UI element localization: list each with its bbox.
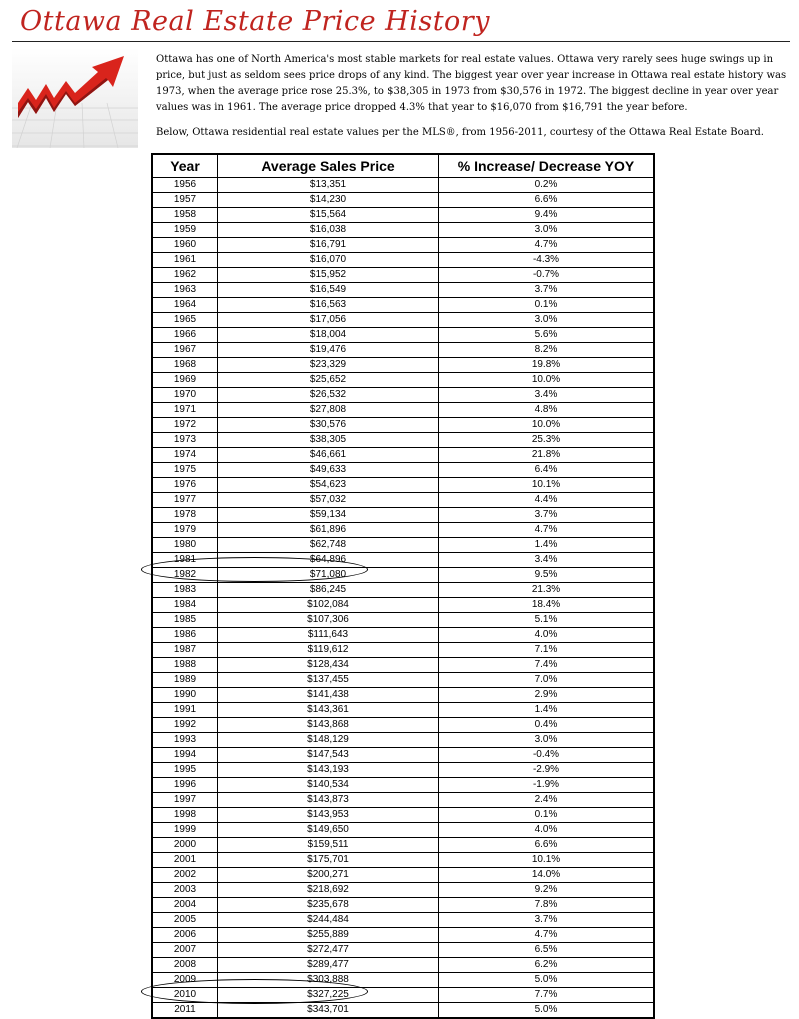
price-cell: $327,225 (218, 988, 439, 1003)
year-cell: 1957 (152, 193, 218, 208)
yoy-cell: 3.0% (439, 223, 655, 238)
price-cell: $143,873 (218, 793, 439, 808)
yoy-cell: 3.0% (439, 733, 655, 748)
yoy-cell: 4.0% (439, 628, 655, 643)
yoy-cell: -2.9% (439, 763, 655, 778)
yoy-cell: 19.8% (439, 358, 655, 373)
table-row (152, 523, 654, 538)
yoy-cell: 3.7% (439, 913, 655, 928)
price-cell: $54,623 (218, 478, 439, 493)
year-cell: 1963 (152, 283, 218, 298)
table-row (152, 988, 654, 1003)
table-row (152, 958, 654, 973)
table-row (152, 658, 654, 673)
table-row (152, 493, 654, 508)
yoy-cell: 21.3% (439, 583, 655, 598)
yoy-cell: 4.0% (439, 823, 655, 838)
price-cell: $159,511 (218, 838, 439, 853)
header-year: Year (152, 154, 218, 178)
table-row (152, 568, 654, 583)
year-cell: 2002 (152, 868, 218, 883)
price-cell: $107,306 (218, 613, 439, 628)
intro-paragraph: Ottawa has one of North America's most stable markets for real estate values. Ottawa very rarely sees huge swings up in price, but just as seldom sees price drops of any kind. The biggest year over year increase in Ottawa real estate history was 1973, when the average price rose 25.3%, to $38,305 in 1973 from $30,576 in 1972. The biggest decline in year over year values was in 1961. The average price dropped 4.3% that year to $16,070 from $16,791 the year before. (156, 54, 787, 113)
price-cell: $128,434 (218, 658, 439, 673)
table-row (152, 928, 654, 943)
price-cell: $143,193 (218, 763, 439, 778)
table-row (152, 673, 654, 688)
yoy-cell: 7.1% (439, 643, 655, 658)
price-cell: $38,305 (218, 433, 439, 448)
table-row (152, 433, 654, 448)
year-cell: 1982 (152, 568, 218, 583)
table-row (152, 598, 654, 613)
year-cell: 1992 (152, 718, 218, 733)
year-cell: 1989 (152, 673, 218, 688)
price-cell: $19,476 (218, 343, 439, 358)
yoy-cell: -4.3% (439, 253, 655, 268)
price-cell: $137,455 (218, 673, 439, 688)
price-cell: $86,245 (218, 583, 439, 598)
year-cell: 1998 (152, 808, 218, 823)
price-cell: $16,038 (218, 223, 439, 238)
year-cell: 1990 (152, 688, 218, 703)
year-cell: 1981 (152, 553, 218, 568)
table-row (152, 868, 654, 883)
year-cell: 1991 (152, 703, 218, 718)
year-cell: 1994 (152, 748, 218, 763)
price-cell: $235,678 (218, 898, 439, 913)
yoy-cell: 0.1% (439, 808, 655, 823)
table-row (152, 883, 654, 898)
year-cell: 1973 (152, 433, 218, 448)
table-row (152, 193, 654, 208)
year-cell: 1971 (152, 403, 218, 418)
price-cell: $15,952 (218, 268, 439, 283)
year-cell: 1964 (152, 298, 218, 313)
table-row (152, 838, 654, 853)
table-header-row (152, 154, 654, 178)
price-cell: $71,080 (218, 568, 439, 583)
table-row (152, 448, 654, 463)
yoy-cell: 5.6% (439, 328, 655, 343)
year-cell: 2007 (152, 943, 218, 958)
yoy-cell: 6.6% (439, 193, 655, 208)
price-cell: $141,438 (218, 688, 439, 703)
yoy-cell: 14.0% (439, 868, 655, 883)
year-cell: 1980 (152, 538, 218, 553)
year-cell: 2006 (152, 928, 218, 943)
year-cell: 1988 (152, 658, 218, 673)
price-history-table (151, 153, 655, 1019)
price-cell: $218,692 (218, 883, 439, 898)
yoy-cell: 2.4% (439, 793, 655, 808)
yoy-cell: 10.0% (439, 418, 655, 433)
year-cell: 1975 (152, 463, 218, 478)
yoy-cell: 1.4% (439, 538, 655, 553)
price-cell: $140,534 (218, 778, 439, 793)
yoy-cell: 4.7% (439, 928, 655, 943)
year-cell: 1969 (152, 373, 218, 388)
yoy-cell: 3.7% (439, 283, 655, 298)
year-cell: 1966 (152, 328, 218, 343)
title-divider (12, 41, 790, 42)
table-row (152, 703, 654, 718)
yoy-cell: 10.1% (439, 478, 655, 493)
price-cell: $15,564 (218, 208, 439, 223)
yoy-cell: 5.0% (439, 973, 655, 988)
yoy-cell: 0.4% (439, 718, 655, 733)
price-cell: $57,032 (218, 493, 439, 508)
year-cell: 1960 (152, 238, 218, 253)
yoy-cell: 7.0% (439, 673, 655, 688)
year-cell: 2010 (152, 988, 218, 1003)
table-row (152, 268, 654, 283)
price-cell: $119,612 (218, 643, 439, 658)
year-cell: 2009 (152, 973, 218, 988)
price-cell: $64,896 (218, 553, 439, 568)
year-cell: 1972 (152, 418, 218, 433)
table-row (152, 538, 654, 553)
table-row (152, 793, 654, 808)
yoy-cell: 4.7% (439, 238, 655, 253)
price-cell: $16,070 (218, 253, 439, 268)
price-cell: $143,868 (218, 718, 439, 733)
year-cell: 1986 (152, 628, 218, 643)
year-cell: 1956 (152, 178, 218, 193)
yoy-cell: 3.4% (439, 553, 655, 568)
rising-arrow-chart-icon (12, 48, 138, 148)
table-row (152, 253, 654, 268)
price-cell: $303,888 (218, 973, 439, 988)
price-cell: $255,889 (218, 928, 439, 943)
yoy-cell: 10.0% (439, 373, 655, 388)
table-row (152, 733, 654, 748)
table-row (152, 823, 654, 838)
table-row (152, 463, 654, 478)
price-cell: $49,633 (218, 463, 439, 478)
price-cell: $61,896 (218, 523, 439, 538)
table-row (152, 418, 654, 433)
price-cell: $102,084 (218, 598, 439, 613)
price-cell: $148,129 (218, 733, 439, 748)
year-cell: 1995 (152, 763, 218, 778)
price-cell: $143,361 (218, 703, 439, 718)
year-cell: 1983 (152, 583, 218, 598)
table-row (152, 388, 654, 403)
table-row (152, 628, 654, 643)
year-cell: 2005 (152, 913, 218, 928)
table-row (152, 403, 654, 418)
table-row (152, 973, 654, 988)
year-cell: 2004 (152, 898, 218, 913)
price-cell: $16,549 (218, 283, 439, 298)
table-row (152, 478, 654, 493)
price-cell: $25,652 (218, 373, 439, 388)
price-cell: $26,532 (218, 388, 439, 403)
price-cell: $147,543 (218, 748, 439, 763)
table-row (152, 283, 654, 298)
yoy-cell: 7.8% (439, 898, 655, 913)
table-row (152, 328, 654, 343)
page-title: Ottawa Real Estate Price History (20, 6, 490, 37)
yoy-cell: 2.9% (439, 688, 655, 703)
table-row (152, 748, 654, 763)
year-cell: 1970 (152, 388, 218, 403)
yoy-cell: 4.8% (439, 403, 655, 418)
table-row (152, 313, 654, 328)
yoy-cell: 0.1% (439, 298, 655, 313)
yoy-cell: 4.4% (439, 493, 655, 508)
price-cell: $289,477 (218, 958, 439, 973)
yoy-cell: 7.4% (439, 658, 655, 673)
year-cell: 1987 (152, 643, 218, 658)
yoy-cell: 3.4% (439, 388, 655, 403)
year-cell: 1978 (152, 508, 218, 523)
year-cell: 1965 (152, 313, 218, 328)
table-row (152, 778, 654, 793)
table-row (152, 763, 654, 778)
price-cell: $46,661 (218, 448, 439, 463)
table-row (152, 943, 654, 958)
header-average-price: Average Sales Price (218, 154, 439, 178)
price-cell: $16,791 (218, 238, 439, 253)
price-cell: $143,953 (218, 808, 439, 823)
table-row (152, 718, 654, 733)
yoy-cell: 0.2% (439, 178, 655, 193)
price-cell: $200,271 (218, 868, 439, 883)
year-cell: 1979 (152, 523, 218, 538)
yoy-cell: 6.4% (439, 463, 655, 478)
price-cell: $272,477 (218, 943, 439, 958)
table-row (152, 208, 654, 223)
source-note: Below, Ottawa residential real estate values per the MLS®, from 1956-2011, courtesy of the Ottawa Real Estate Board. (156, 127, 764, 138)
table-row (152, 223, 654, 238)
table-row (152, 898, 654, 913)
year-cell: 1962 (152, 268, 218, 283)
yoy-cell: 8.2% (439, 343, 655, 358)
table-row (152, 553, 654, 568)
yoy-cell: -1.9% (439, 778, 655, 793)
year-cell: 2000 (152, 838, 218, 853)
price-cell: $244,484 (218, 913, 439, 928)
table-row (152, 853, 654, 868)
table-row (152, 238, 654, 253)
year-cell: 1984 (152, 598, 218, 613)
table-row (152, 298, 654, 313)
header-yoy-change: % Increase/ Decrease YOY (439, 154, 655, 178)
price-cell: $13,351 (218, 178, 439, 193)
yoy-cell: 9.5% (439, 568, 655, 583)
year-cell: 1959 (152, 223, 218, 238)
table-row (152, 508, 654, 523)
table-row (152, 373, 654, 388)
yoy-cell: 3.7% (439, 508, 655, 523)
yoy-cell: 5.1% (439, 613, 655, 628)
year-cell: 1977 (152, 493, 218, 508)
year-cell: 1976 (152, 478, 218, 493)
year-cell: 1974 (152, 448, 218, 463)
table-row (152, 808, 654, 823)
year-cell: 2001 (152, 853, 218, 868)
yoy-cell: 18.4% (439, 598, 655, 613)
table-row (152, 343, 654, 358)
table-row (152, 913, 654, 928)
yoy-cell: 1.4% (439, 703, 655, 718)
yoy-cell: 25.3% (439, 433, 655, 448)
price-cell: $30,576 (218, 418, 439, 433)
price-cell: $14,230 (218, 193, 439, 208)
yoy-cell: 6.5% (439, 943, 655, 958)
price-cell: $111,643 (218, 628, 439, 643)
year-cell: 1958 (152, 208, 218, 223)
yoy-cell: 21.8% (439, 448, 655, 463)
table-row (152, 178, 654, 193)
yoy-cell: 9.4% (439, 208, 655, 223)
yoy-cell: 4.7% (439, 523, 655, 538)
price-cell: $16,563 (218, 298, 439, 313)
year-cell: 1985 (152, 613, 218, 628)
yoy-cell: 6.2% (439, 958, 655, 973)
year-cell: 2003 (152, 883, 218, 898)
price-cell: $149,650 (218, 823, 439, 838)
table-row (152, 613, 654, 628)
price-cell: $175,701 (218, 853, 439, 868)
table-row (152, 583, 654, 598)
price-cell: $17,056 (218, 313, 439, 328)
yoy-cell: 5.0% (439, 1003, 655, 1019)
table-row (152, 358, 654, 373)
year-cell: 1967 (152, 343, 218, 358)
year-cell: 1997 (152, 793, 218, 808)
yoy-cell: 6.6% (439, 838, 655, 853)
yoy-cell: -0.4% (439, 748, 655, 763)
table-row (152, 643, 654, 658)
year-cell: 1999 (152, 823, 218, 838)
year-cell: 1961 (152, 253, 218, 268)
yoy-cell: 7.7% (439, 988, 655, 1003)
year-cell: 2011 (152, 1003, 218, 1019)
price-cell: $27,808 (218, 403, 439, 418)
year-cell: 1996 (152, 778, 218, 793)
price-cell: $23,329 (218, 358, 439, 373)
yoy-cell: 9.2% (439, 883, 655, 898)
yoy-cell: 3.0% (439, 313, 655, 328)
price-cell: $62,748 (218, 538, 439, 553)
year-cell: 1968 (152, 358, 218, 373)
year-cell: 2008 (152, 958, 218, 973)
yoy-cell: -0.7% (439, 268, 655, 283)
price-cell: $343,701 (218, 1003, 439, 1019)
year-cell: 1993 (152, 733, 218, 748)
price-cell: $59,134 (218, 508, 439, 523)
table-row (152, 688, 654, 703)
price-cell: $18,004 (218, 328, 439, 343)
yoy-cell: 10.1% (439, 853, 655, 868)
